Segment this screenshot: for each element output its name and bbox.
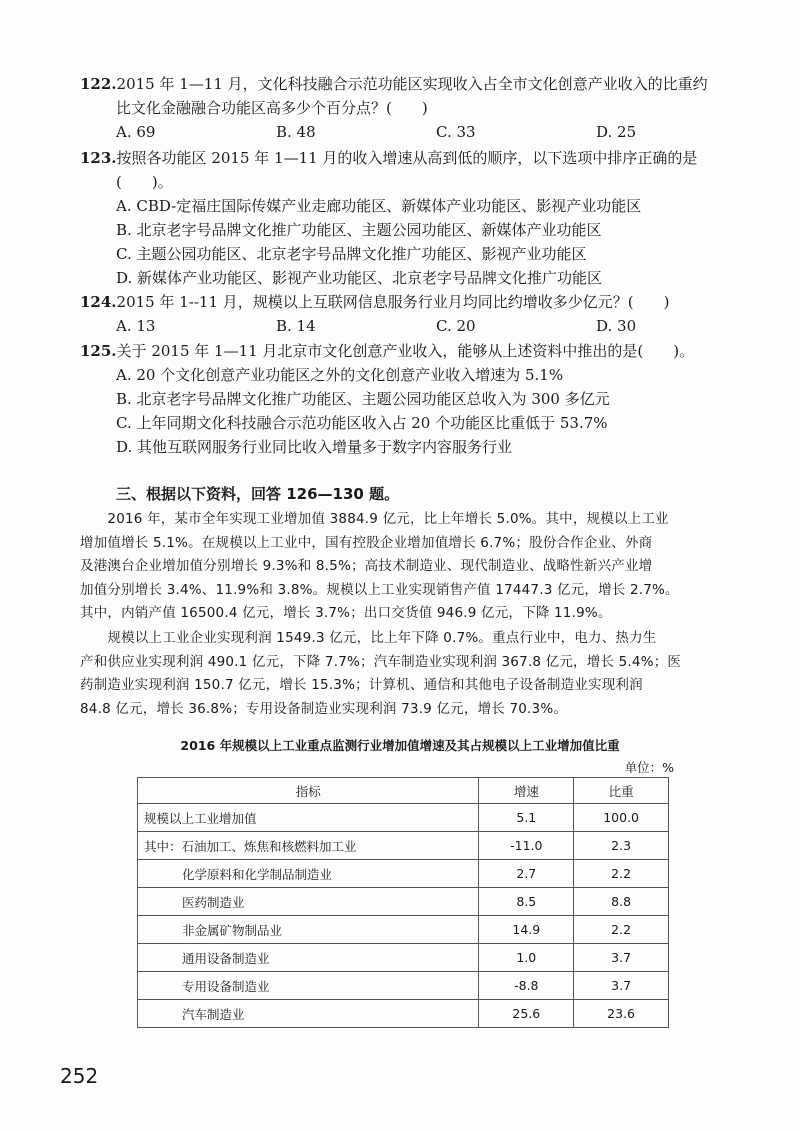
table-row	[138, 916, 669, 944]
table-body	[138, 804, 669, 1028]
question-line	[80, 339, 760, 363]
option-b: B. 14	[276, 317, 316, 335]
question-122	[80, 72, 760, 144]
paragraph-line: 其中，内销产值 16500.4 亿元，增长 3.7%；出口交货值 946.9 亿元，下降 11.9%。	[80, 605, 612, 621]
cell-indicator: 化学原料和化学制品制造业	[138, 860, 479, 888]
cell-indicator: 通用设备制造业	[138, 944, 479, 972]
option-a: A. 13	[116, 317, 156, 335]
cell-growth: 5.1	[479, 804, 574, 832]
question-124	[80, 290, 760, 338]
paragraph-line: 84.8 亿元，增长 36.8%；专用设备制造业实现利润 73.9 亿元，增长 70.3%。	[80, 700, 568, 717]
cell-indicator: 其中：石油加工、炼焦和核燃料加工业	[138, 832, 479, 860]
table-row	[138, 972, 669, 1000]
question-number: 122.	[80, 75, 117, 93]
option-c: C. 主题公园功能区、北京老字号品牌文化推广功能区、影视产业功能区	[116, 245, 587, 263]
options-row	[80, 120, 760, 144]
question-number: 124.	[80, 293, 117, 311]
cell-indicator: 专用设备制造业	[138, 972, 479, 1000]
cell-indicator: 医药制造业	[138, 888, 479, 916]
cell-share: 8.8	[574, 888, 669, 916]
paragraph-line: 2016 年，某市全年实现工业增加值 3884.9 亿元，比上年增长 5.0%。其中，规模以上工业	[80, 511, 669, 527]
cell-share: 3.7	[574, 944, 669, 972]
question-line	[80, 290, 760, 314]
paragraph-line: 产和供应业实现利润 490.1 亿元，下降 7.7%；汽车制造业实现利润 367.8 亿元，增长 5.4%；医	[80, 653, 682, 670]
cell-indicator: 非金属矿物制品业	[138, 916, 479, 944]
option-d: D. 30	[596, 317, 637, 335]
question-line	[80, 146, 760, 170]
question-text: ( )。	[116, 173, 173, 191]
option-c: C. 33	[436, 123, 476, 141]
option-a: A. 20 个文化创意产业功能区之外的文化创意产业收入增速为 5.1%	[116, 366, 564, 384]
option-a: A. CBD-定福庄国际传媒产业走廊功能区、新媒体产业功能区、影视产业功能区	[116, 197, 642, 215]
cell-growth: 2.7	[479, 860, 574, 888]
material-paragraph-1	[80, 508, 768, 626]
option-d: D. 新媒体产业功能区、影视产业功能区、北京老字号品牌文化推广功能区	[116, 269, 603, 287]
table-title: 2016 年规模以上工业重点监测行业增加值增速及其占规模以上工业增加值比重	[180, 738, 620, 753]
cell-indicator: 汽车制造业	[138, 1000, 479, 1028]
page-number: 252	[60, 1064, 99, 1088]
table-header-row	[138, 778, 669, 804]
question-line	[80, 72, 760, 96]
cell-share: 2.3	[574, 832, 669, 860]
option-d: D. 25	[596, 123, 637, 141]
option-a: A. 69	[116, 123, 156, 141]
cell-share: 3.7	[574, 972, 669, 1000]
cell-share: 2.2	[574, 860, 669, 888]
cell-growth: 1.0	[479, 944, 574, 972]
cell-share: 100.0	[574, 804, 669, 832]
paragraph-line: 加值分别增长 3.4%、11.9%和 3.8%。规模以上工业实现销售产值 17447.3 亿元，增长 2.7%。	[80, 581, 679, 598]
cell-growth: -11.0	[479, 832, 574, 860]
cell-share: 2.2	[574, 916, 669, 944]
paragraph-line: 及港澳台企业增加值分别增长 9.3%和 8.5%；高技术制造业、现代制造业、战略性新兴产业增	[80, 558, 653, 574]
question-text: 2015 年 1—11 月，文化科技融合示范功能区实现收入占全市文化创意产业收入的比重约	[116, 75, 708, 93]
cell-growth: 8.5	[479, 888, 574, 916]
options-row	[80, 314, 760, 338]
cell-growth: 25.6	[479, 1000, 574, 1028]
column-header-share: 比重	[574, 778, 669, 804]
question-text: 关于 2015 年 1—11 月北京市文化创意产业收入，能够从上述资料中推出的是( )。	[116, 342, 695, 360]
option-c: C. 上年同期文化科技融合示范功能区收入占 20 个功能区比重低于 53.7%	[116, 414, 608, 432]
question-text: 比文化金融融合功能区高多少个百分点？( )	[116, 99, 428, 117]
question-number: 125.	[80, 342, 117, 360]
option-d: D. 其他互联网服务行业同比收入增量多于数字内容服务行业	[116, 438, 513, 456]
section-title: 三、根据以下资料，回答 126—130 题。	[116, 485, 400, 503]
paragraph-line: 增加值增长 5.1%。在规模以上工业中，国有控股企业增加值增长 6.7%；股份合作企业、外商	[80, 534, 653, 551]
option-b: B. 北京老字号品牌文化推广功能区、主题公园功能区总收入为 300 多亿元	[116, 390, 610, 408]
question-number: 123.	[80, 149, 117, 167]
question-123	[80, 146, 760, 290]
data-table	[137, 777, 669, 1028]
option-b: B. 北京老字号品牌文化推广功能区、主题公园功能区、新媒体产业功能区	[116, 221, 602, 239]
cell-indicator: 规模以上工业增加值	[138, 804, 479, 832]
paragraph-line: 规模以上工业企业实现利润 1549.3 亿元，比上年下降 0.7%。重点行业中，电力、热力生	[80, 630, 657, 646]
table-row	[138, 832, 669, 860]
cell-share: 23.6	[574, 1000, 669, 1028]
question-text: 按照各功能区 2015 年 1—11 月的收入增速从高到低的顺序，以下选项中排序正确的是	[116, 149, 698, 167]
material-paragraph-2	[80, 627, 768, 721]
option-c: C. 20	[436, 317, 476, 335]
question-125	[80, 339, 760, 459]
cell-growth: -8.8	[479, 972, 574, 1000]
table-row	[138, 860, 669, 888]
table-row	[138, 944, 669, 972]
column-header-growth: 增速	[479, 778, 574, 804]
option-b: B. 48	[276, 123, 316, 141]
column-header-indicator: 指标	[138, 778, 479, 804]
cell-growth: 14.9	[479, 916, 574, 944]
table-unit: 单位：%	[624, 760, 674, 775]
table-row	[138, 804, 669, 832]
question-text: 2015 年 1--11 月，规模以上互联网信息服务行业月均同比约增收多少亿元？( )	[116, 293, 670, 311]
table-row	[138, 888, 669, 916]
table-row	[138, 1000, 669, 1028]
paragraph-line: 药制造业实现利润 150.7 亿元，增长 15.3%；计算机、通信和其他电子设备制造业实现利润	[80, 677, 643, 693]
